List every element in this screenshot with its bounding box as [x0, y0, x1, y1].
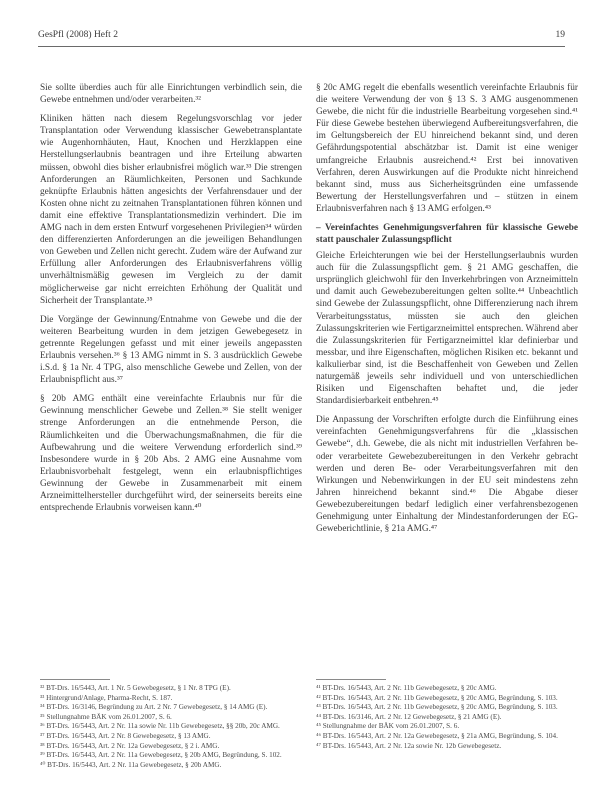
section-heading: – Vereinfachtes Genehmigungsverfahren für klassische Gewebe statt pauschaler Zulassungspflicht — [316, 223, 578, 246]
journal-title: GesPfl (2008) Heft 2 — [38, 30, 118, 40]
footnote: ³⁶ BT-Drs. 16/5443, Art. 2 Nr. 11a sowie Nr. 11b Gewebegesetz, §§ 20b, 20c AMG. — [40, 722, 280, 731]
footnote: ⁴¹ BT-Drs. 16/5443, Art. 2 Nr. 11b Gewebegesetz, § 20c AMG. — [316, 684, 497, 692]
paragraph: Kliniken hätten nach diesem Regelungsvorschlag vor jeder Transplantation oder Verwendung klassischer Gewebetransplantate wie Augenhornhäuten, Haut, Knochen und Herzklappen eine Herstellungserlaubnis beantragen und ihre Erteilung abwarten müssen, obwohl dies bisher erlaubnisfrei möglich war.³³ Die strengen Anforderungen an Räumlichkeiten, Personen und Sachkunde geknüpfte Erlaubnis hätten angesichts der Verfahrensdauer und der Kosten ohne nicht zu zeitnahen Transplantationen führen können und damit eine effektive Transplantationsmedizin verhindert. Die im AMG nach in dem ersten Entwurf vorgesehenen Privilegien³⁴ würden den differenzierten Anforderungen an die jeweiligen Behandlungen von Geweben und Zellen nicht gerecht. Zudem wäre der Aufwand zur Erfüllung aller Anforderungen des Erlaubnisverfahrens völlig unverhältnismäßig gewesen im Vergleich zu der damit möglicherweise gar nicht erreichten Erhöhung der Qualität und Sicherheit der Transplantate.³⁵ — [40, 114, 302, 306]
paragraph: Gleiche Erleichterungen wie bei der Herstellungserlaubnis wurden auch für die Zulassungspflicht gem. § 21 AMG geschaffen, die ursprünglich gleichwohl für den Inverkehrbringen von Arzneimitteln und damit auch Gewebezubereitungen gelten sollte.⁴⁴ Unbeachtlich sind Gewebe der Zulassungspflicht, ohne Differenzierung nach ihrem Verarbeitungsstatus, müssten sie auch den gleichen Zulassungskriterien wie Fertigarzneimittel entsprechen. Während aber die Zulassungskriterien für Fertigarzneimittel klar definierbar und messbar, und ihre Eigenschaften, möglichen Risiken etc. bekannt und kalkulierbar sind, ist die Beschaffenheit von Geweben und Zellen naturgemäß jeweils sehr individuell und von unterschiedlichen Risiken und Eigenschaften behaftet und, die jeder Standardisierbarkeit entbehren.⁴⁵ — [316, 251, 578, 407]
paragraph: § 20c AMG regelt die ebenfalls wesentlich vereinfachte Erlaubnis für die weitere Verwendung der von § 13 S. 3 AMG ausgenommenen Gewebe, die nicht für die industrielle Bearbeitung vorgesehen sind.⁴¹ Für diese Gewebe bestehen überwiegend Aufbereitungsverfahren, die im Geltungsbereich der EU hinreichend bekannt sind, und deren Gefährdungspotential abschätzbar ist. Damit ist eine weniger umfangreiche Erlaubnis ausreichend.⁴² Erst bei innovativen Verfahren, deren Auswirkungen auf die Produkte nicht hinreichend bekannt sind, muss aus Sicherheitsgründen eine umfassende Bewertung der Herstellungsverfahren und – stützen in einem Erlaubnisverfahren nach § 13 AMG erfolgen.⁴³ — [316, 83, 578, 214]
paragraph: § 20b AMG enthält eine vereinfachte Erlaubnis nur für die Gewinnung menschlicher Gewebe und Zellen.³⁸ Sie stellt weniger strenge Anforderungen an die entnehmende Person, die Räumlichkeiten und die Überwachungsmaßnahmen, die für die Aufbewahrung und die weitere Verwendung erforderlich sind.³⁹ Insbesondere wurde in § 20b Abs. 2 AMG eine Ausnahme vom Erlaubnisvorbehalt festgelegt, wenn ein erlaubnispflichtiges Gewinnung der Gewebe in Zusammenarbeit mit einem Arzneimittelhersteller durchgeführt wird, der seinerseits bereits eine entsprechende Erlaubnis vorweisen kann.⁴⁰ — [40, 394, 302, 514]
footnote: ⁴⁶ BT-Drs. 16/5443, Art. 2 Nr. 12a Gewebegesetz, § 21a AMG, Begründung, S. 104. — [316, 731, 558, 740]
footnote: ³³ Hintergrund/Anlage, Pharma-Recht, S. 187. — [40, 693, 173, 702]
header-rule — [38, 46, 565, 47]
footnote: ³⁹ BT-Drs. 16/5443, Art. 2 Nr. 11a Gewebegesetz, § 20b AMG, Begründung, S. 102. — [40, 751, 282, 760]
footnote: ⁴⁵ Stellungnahme der BÄK vom 26.01.2007, S. 6. — [316, 722, 460, 731]
footnote-rule-left — [40, 679, 110, 680]
right-column — [316, 82, 578, 542]
page-header — [38, 30, 565, 44]
footnote: ³⁵ Stellungnahme BÄK vom 26.01.2007, S. 6. — [40, 712, 172, 721]
footnote: ⁴⁴ BT-Drs. 16/3146, Art. 2 Nr. 12 Gewebegesetz, § 21 AMG (E). — [316, 712, 502, 721]
paragraph: Die Anpassung der Vorschriften erfolgte durch die Einführung eines vereinfachten Genehmigungsverfahrens für die „klassischen Gewebe“, d.h. Gewebe, die als nicht mit industriellen Verfahren be- oder verarbeitete Gewebezubereitungen in den Verkehr gebracht werden und deren Be- oder Verarbeitungsverfahren mit den Wirkungen und Nebenwirkungen in der EU seit mindestens zehn Jahren hinreichend bekannt sind.⁴⁶ Die Abgabe dieser Gewebezubereitungen bedarf lediglich einer verfahrensbezogenen Genehmigung unter Einhaltung der Mindestanforderungen der EG-Geweberichtlinie, § 21a AMG.⁴⁷ — [316, 415, 578, 535]
footnote: ³⁸ BT-Drs. 16/5443, Art. 2 Nr. 12a Gewebegesetz, § 2 i. AMG. — [40, 741, 220, 750]
paragraph: Sie sollte überdies auch für alle Einrichtungen verbindlich sein, die Gewebe entnehmen und/oder verarbeiten.³² — [40, 83, 302, 106]
footnote-rule-right — [316, 679, 386, 680]
footnotes-right — [316, 684, 578, 751]
footnote: ³⁴ BT-Drs. 16/3146, Begründung zu Art. 2 Nr. 7 Gewebegesetz, § 14 AMG (E). — [40, 703, 268, 712]
page-number: 19 — [555, 30, 565, 40]
footnote: ⁴⁷ BT-Drs. 16/5443, Art. 2 Nr. 12a sowie Nr. 12b Gewebegesetz. — [316, 741, 502, 750]
left-column — [40, 82, 302, 521]
footnotes-left — [40, 684, 302, 770]
paragraph: Die Vorgänge der Gewinnung/Entnahme von Gewebe und die der weiteren Bearbeitung wurden in dem jetzigen Gewebegesetz in getrennte Regelungen gefasst und mit einer jeweils angepassten Erlaubnis versehen.³⁶ § 13 AMG nimmt in S. 3 ausdrücklich Gewebe i.S.d. § 1a Nr. 4 TPG, also menschliche Gewebe und Zellen, von der Erlaubnispflicht aus.³⁷ — [40, 314, 302, 386]
footnote: ³² BT-Drs. 16/5443, Art. 1 Nr. 5 Gewebegesetz, § 1 Nr. 8 TPG (E). — [40, 684, 231, 692]
footnote: ⁴² BT-Drs. 16/5443, Art. 2 Nr. 11b Gewebegesetz, § 20c AMG, Begründung, S. 103. — [316, 693, 558, 702]
footnote: ⁴⁰ BT-Drs. 16/5443, Art. 2 Nr. 11a Gewebegesetz, § 20b AMG. — [40, 760, 222, 769]
footnote: ³⁷ BT-Drs. 16/5443, Art. 2 Nr. 8 Gewebegesetz, § 13 AMG. — [40, 731, 211, 740]
footnote: ⁴³ BT-Drs. 16/5443, Art. 2 Nr. 11b Gewebegesetz, § 20c AMG, Begründung, S. 103. — [316, 703, 558, 712]
